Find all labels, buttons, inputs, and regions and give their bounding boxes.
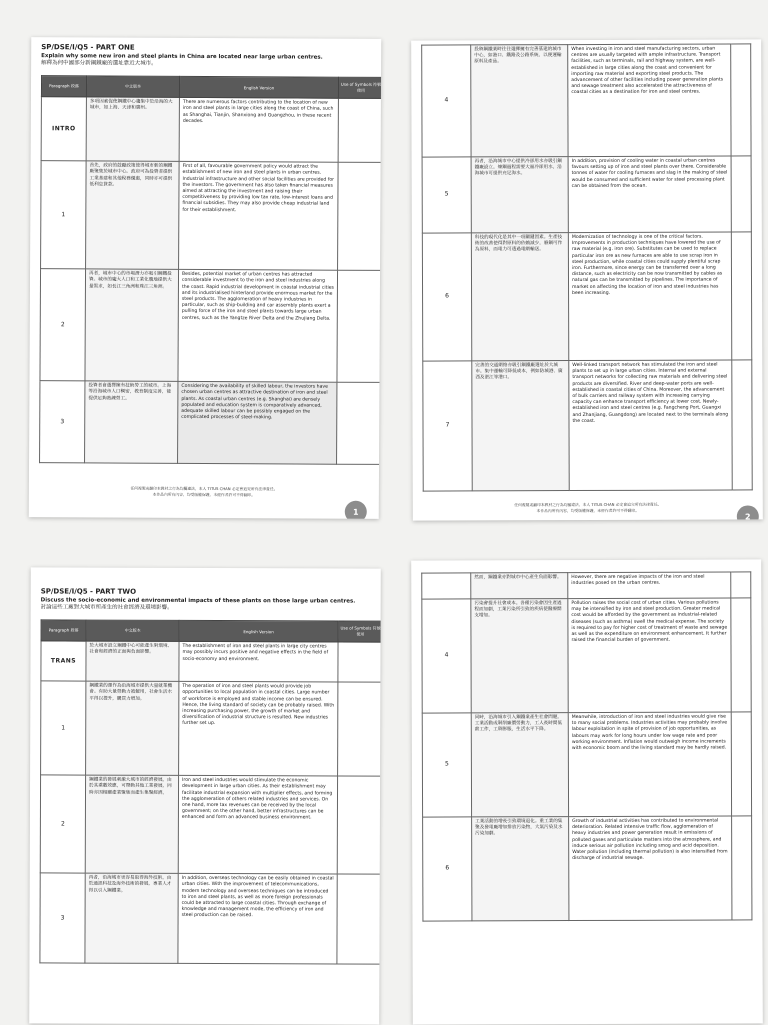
- paragraph-label: 2: [40, 269, 86, 381]
- paragraph-label: [422, 573, 471, 599]
- paragraph-label: 1: [41, 681, 86, 775]
- symbol-cell: [731, 44, 751, 156]
- paragraph-label: 4: [422, 45, 471, 157]
- symbol-cell: [732, 816, 752, 920]
- table-row: [422, 232, 751, 361]
- paragraph-label: 2: [40, 775, 85, 873]
- essay-table: [39, 620, 380, 965]
- table-row: [41, 97, 381, 163]
- english-text: The operation of iron and steel plants would provide job opportunities to local population in coastal cities. Large number of workforce is employed and stable income can be ensured. Hence, the living standard of society can be probably raised. With increasing purchasing power, the growth of market and diversification of industrial structure is resulted. New industries further set up.: [179, 682, 338, 777]
- paragraph-label: 7: [423, 361, 472, 491]
- copyright-footer: 任何複製或翻印本教材之行為均屬違法，本人 TITUS CHAN 必定會追究所有法律責任。 本作品內所有內容，均受版權保護，未經作者許可不得翻印。: [130, 485, 278, 497]
- chinese-text: 投資鋼鐵業時往往選擇擁有完善基建的城市中心，如港口、鐵路及公路系統，以便運輸原料及產品。: [471, 45, 568, 157]
- chinese-text: 再者，沿海城市中心提供冷卻用水亦吸引鋼鐵廠設立。煉鋼過程需要大量冷卻用水，沿海城市可提供充足海水。: [471, 157, 568, 233]
- col-symbols: Use of Symbols 符號使用: [338, 77, 381, 98]
- symbol-cell: [338, 162, 382, 270]
- table-row: [40, 381, 382, 465]
- table-row: [422, 44, 751, 157]
- essay-table: [39, 75, 381, 465]
- english-text: Growth of industrial activities has contributed to environmental deterioration. Related intensive traffic flow, agglomeration of heavy industries and power generation result in emissions of polluted gases and particulate matters into the atmosphere, and induce serious air pollution including smog and acid deposition. Water pollution (including thermal pollution) is also intensified from discharge of industrial sewage.: [569, 816, 732, 921]
- paragraph-label: 5: [422, 157, 471, 233]
- symbol-cell: [731, 572, 751, 598]
- paragraph-label: INTRO: [41, 97, 86, 161]
- symbol-cell: [338, 642, 381, 682]
- english-text: Modernization of technology is one of the critical factors. Improvements in production techniques have lowered the use of raw material (e.g. iron ore). Substitutes can be used to replace particular iron ore as new furnaces are able to use scrap iron in steel production, while coastal cities could supply plentiful scrap iron. Furthermore, since energy can be transferred over a long distance, such as electricity can be now transmitted by cables as natural gas can be transmitted by pipelines. The importance of market on affecting the location of iron and steel industries has been increasing.: [568, 232, 731, 361]
- question-text: Explain why some new iron and steel plants in China are located near large urban centres.: [41, 53, 323, 61]
- chinese-text: 鋼鐵業的運作為沿海城市提供大量就業機會。有助大量勞動力被僱用，社會生活水平得以提升，購買力增加。: [86, 681, 179, 775]
- english-text: Well-linked transport network has stimulated the iron and steel plants to set up in large urban cities. Internal and external transport networks for collecting raw materials and delivering steel products are diversified. River and deep-water ports are well-established in coastal cities of China. Moreover, the advancement of bulk carriers and railway system with increasing carrying capacity can enhance transport efficiency at lower cost. Newly-established iron and steel centres (e.g. Fangcheng Port, Guangxi and Zhanjiang, Guangdong) are located next to the terminals along the coast.: [569, 360, 732, 491]
- col-chinese: 中文版本: [86, 76, 179, 97]
- col-chinese: 中文版本: [86, 620, 179, 641]
- paragraph-label: 3: [40, 381, 85, 463]
- question-text-zh: 討論這些工廠對大城市所產生的社會經濟及環境影響。: [40, 604, 173, 612]
- question-text-zh: 解釋為何中國部分新鋼鐵廠的選址靠近大城市。: [41, 60, 157, 67]
- english-text: Pollution raises the social cost of urban cities. Various pollutions may be intensified by iron and steel production. Greater medical cost would be afforded by the government as industrial-related diseases (such as asthma) swell the medical expense. The society is required to pay for higher cost of treatment of waste and sewage as well as the expenditure on environment enhancement. It further raised the financial burden of government.: [568, 598, 731, 713]
- table-row: [422, 156, 751, 233]
- chinese-text: 投資者會選擇擁有技術勞工的城市。上海等沿海城市人口稠密，教育制度完善，能提供足夠熟練勞工。: [85, 381, 178, 463]
- symbol-cell: [338, 682, 381, 776]
- table-row: [40, 873, 381, 964]
- english-text: Considering the availability of skilled labour, the investors have chosen urban centres as attractive destination of iron and steel plants. As coastal urban centres (e.g. Shanghai) are densely populated and education system is comparatively advanced, adequate skilled labour can be possibly engaged on the complicated processes of steel-making.: [178, 382, 337, 465]
- english-text: Iron and steel industries would stimulate the economic development in large urban cities. As their establishment may facilitate industrial expansion with multiplier effects, and forming the agglomeration of others related industries and services. On one hand, more tax revenues can be received by the local government; on the other hand, better infrastructures can be enhanced and form an advanced business environment.: [178, 776, 337, 875]
- question-text: Discuss the socio-economic and environmental impacts of these plants on those large urban centres.: [40, 597, 356, 605]
- page-2: [411, 39, 763, 520]
- page-number: 2: [737, 505, 759, 520]
- table-row: [41, 161, 382, 271]
- english-text: First of all, favourable government policy would attract the establishment of new iron and steel plants in urban centres. Industrial infrastructure and other social facilities are provided for the investors. The government has also taken financial measures aimed at attracting the investment and raising their competitiveness by providing low tax rate, low-interest loans and financial subsidies. They may also provide cheap industrial land for their establishment.: [179, 162, 339, 271]
- chinese-text: 然而，鋼鐵業亦對城市中心產生負面影響。: [471, 573, 568, 599]
- symbol-cell: [337, 382, 382, 464]
- table-row: [40, 269, 381, 383]
- english-text: Meanwhile, introduction of iron and steel industries would give rise to many social problems. Industries activities may probably involve labour exploitation in spite of provision of job opportunities, as labours may work for long hours under low wage rate and poor working environment. Inflation would outweigh income increments with economic boom and the living standard may be hardly raised.: [568, 712, 731, 817]
- symbol-cell: [731, 712, 751, 816]
- essay-table: [421, 571, 752, 921]
- page-4: [411, 559, 763, 1024]
- chinese-text: 首先，政府的鼓勵政策使得城市新的鋼鐵廠聚集於城市中心。政府可為投資者提供工業基建和其他稅務優惠，同時亦可提供低利息貸款。: [86, 161, 180, 269]
- paragraph-label: 5: [422, 713, 471, 817]
- copyright-footer: 任何複製或翻印本教材之行為均屬違法，本人 TITUS CHAN 必定會追究所有法律責任。 本作品內所有內容，均受版權保護，未經作者許可不得翻印。: [514, 501, 662, 513]
- col-symbols: Use of Symbols 符號使用: [338, 621, 381, 642]
- paragraph-label: 6: [422, 233, 471, 361]
- symbol-cell: [337, 874, 381, 964]
- english-text: When investing in iron and steel manufacturing sectors, urban centres are usually targeted with ample infrastructure. Transport facilities, such as terminals, rail and highway system, are well-established in large cities along the coast and convenient for importing raw material and exporting steel products. The advancement of other facilities including power generation plants and sewage treatment also accelerated the attractiveness of coastal cities as a destination for iron and steel centres.: [568, 44, 731, 157]
- table-row: [423, 816, 752, 921]
- symbol-cell: [732, 360, 752, 490]
- english-text: Besides, potential market of urban centres has attracted considerable investment to the iron and steel industries along the coast. Rapid industrial development in coastal industrial cities and its industrialised hinterland provide enormous market for the steel products. The agglomeration of heavy industries in particular, such as ship-building and car assembly plants exert a pulling force of the iron and steel plants towards large urban centres, such as the Yangtze River Delta and the Zhujiang Delta.: [178, 270, 338, 383]
- paragraph-label: TRANS: [41, 641, 86, 681]
- question-code: SP/DSE/I/Q5 - PART ONE: [41, 43, 135, 52]
- symbol-cell: [731, 156, 751, 232]
- col-paragraph: Paragraph 段落: [41, 76, 86, 97]
- chinese-text: 污染會提升社會成本。各種污染會因生產過程而加劇，工業污染所引致的疾病使醫療開支增加。: [471, 599, 568, 713]
- table-row: [423, 360, 752, 491]
- col-paragraph: Paragraph 段落: [41, 620, 86, 641]
- table-row: [422, 712, 751, 817]
- table-row: [41, 681, 381, 776]
- english-text: In addition, overseas technology can be easily obtained in coastal urban cities. With the improvement of telecommunications, modern technology and overseas techniques can be introduced to iron and steel plants, as well as more foreign professionals could be attracted to large coastal cities. Through exchange of knowledge and management mode, the efficiency of iron and steel production can be raised.: [178, 874, 337, 965]
- chinese-text: 完善的交通網絡亦吸引鋼鐵廠選址於大城市。集中運輸可降低成本，例如防城港、廣西及湛江等港口。: [472, 361, 569, 491]
- table-row: [41, 641, 381, 682]
- chinese-text: 再者，沿海城市更容易取得海外技術。由於通訊科技及海外技術的發展，專業人才得以引入鋼鐵業。: [85, 873, 178, 963]
- symbol-cell: [337, 776, 381, 874]
- chinese-text: 再者，城市中心的市場潛力亦吸引鋼鐵投資。城市的龐大人口和工業化腹地提供大量需求，如長江三角洲和珠江三角洲。: [85, 269, 179, 381]
- page-number: 1: [345, 501, 367, 519]
- chinese-text: 多項因素促使鋼鐵中心趨集中於沿海的大城市，如上海、天津和廣州。: [86, 97, 179, 161]
- table-row: [40, 775, 381, 874]
- english-text: However, there are negative impacts of the iron and steel industries posed on the urban centres.: [568, 572, 731, 599]
- page-1: [29, 37, 382, 519]
- paragraph-label: 4: [422, 599, 471, 713]
- table-row: [422, 598, 751, 713]
- chinese-text: 科技的現代化是其中一項關鍵因素。生產技術的改善使得對原料的依賴減少，廢鋼可作為原料，而電力可透過電網輸送。: [471, 233, 568, 361]
- symbol-cell: [338, 98, 381, 162]
- col-english: English Version: [179, 621, 338, 643]
- symbol-cell: [731, 232, 751, 360]
- english-text: There are numerous factors contributing to the location of new iron and steel plants in large cities along the coast of China, such as Shanghai, Tianjin, Shanxiong and Guangzhou, in these recent decades.: [179, 98, 338, 163]
- col-english: English Version: [179, 77, 338, 99]
- chinese-text: 同時，沿海城市引入鋼鐵業產生社會問題。工業活動或剝削廉價勞動力，工人長時間低薪工作，工資膨脹，生活水平下降。: [471, 713, 568, 817]
- essay-table: [421, 43, 753, 491]
- paragraph-label: 6: [423, 817, 472, 921]
- paragraph-label: 1: [41, 161, 87, 269]
- chinese-text: 於大城市設立鋼鐵中心可能產生對環境、社會和經濟的正面與負面影響。: [86, 641, 179, 681]
- english-text: In addition, provision of cooling water in coastal urban centres favours setting up of iron and steel plants over there. Considerable tonnes of water for cooling furnaces and slag in the making of steel would be consumed and sufficient water for steel processing plant can be obtained from the ocean.: [568, 156, 731, 233]
- table-row: [422, 572, 751, 599]
- chinese-text: 鋼鐵業的發展刺激大城市的經濟發展。由於其乘數效應，可帶動其他工業發展，同時亦因相關產業聚集而產生集聚經濟。: [85, 775, 178, 873]
- english-text: The establishment of iron and steel plants in large city centres may possibly incurs positive and negative effects in the field of socio-economy and environment.: [179, 642, 338, 683]
- paragraph-label: 3: [40, 873, 85, 963]
- symbol-cell: [731, 598, 751, 712]
- page-3: [29, 567, 381, 1024]
- question-code: SP/DSE/I/Q5 - PART TWO: [40, 587, 137, 596]
- chinese-text: 工業活動的增長引致環境退化。重工業的集聚及發電廠增加排放污染物，大氣污染及水污染加劇。: [472, 817, 569, 921]
- symbol-cell: [337, 270, 381, 382]
